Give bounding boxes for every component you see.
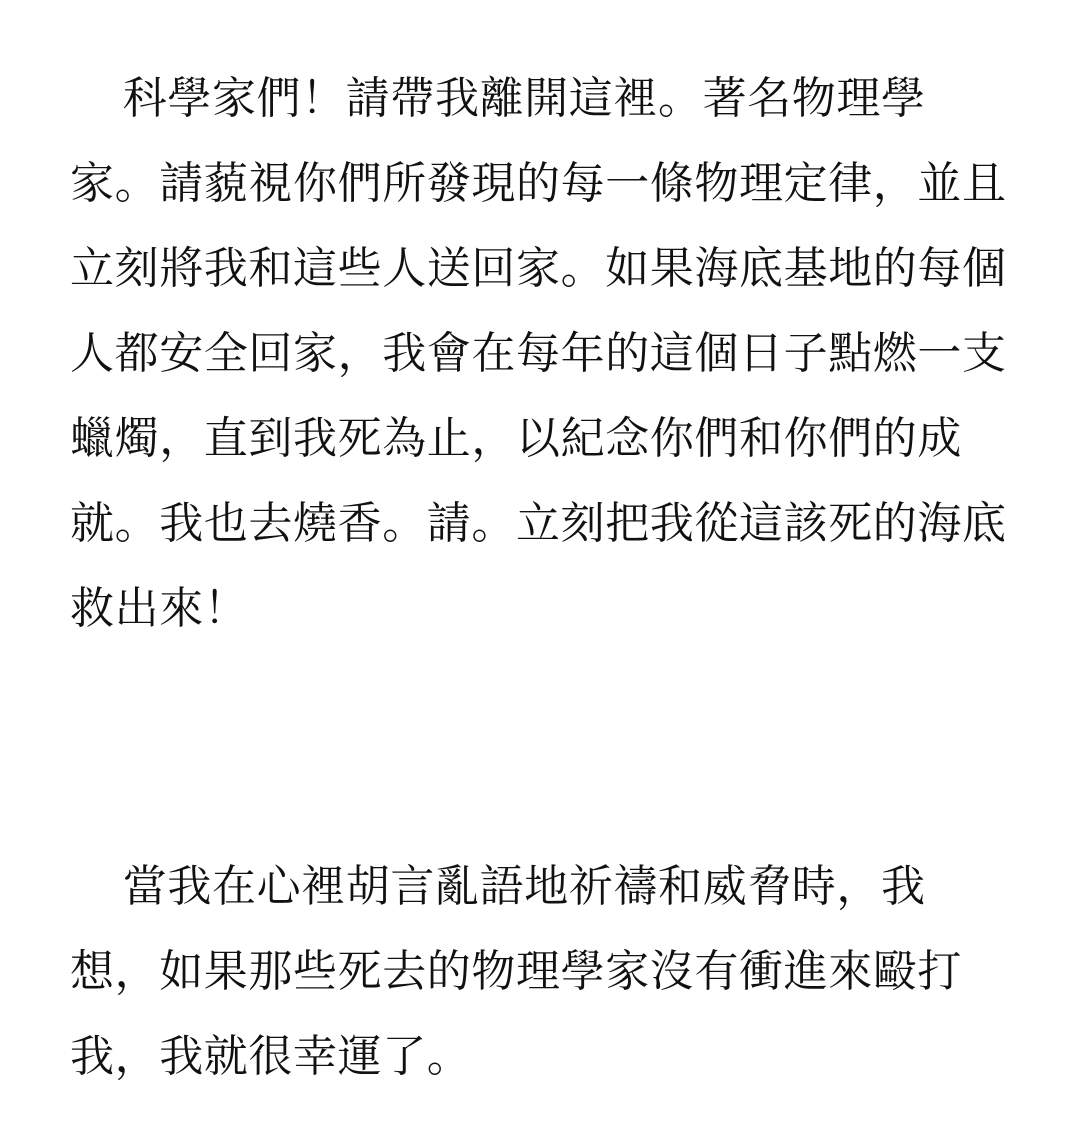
paragraph-1: 科學家們！請帶我離開這裡。著名物理學家。請藐視你們所發現的每一條物理定律，並且立刻將我和這些人送回家。如果海底基地的每個人都安全回家，我會在每年的這個日子點燃一支蠟燭，直到我死為止，以紀念你們和你們的成就。我也去燒香。請。立刻把我從這該死的海底救出來！ bbox=[70, 73, 1007, 634]
paragraph-2: 當我在心裡胡言亂語地祈禱和威脅時，我想，如果那些死去的物理學家沒有衝進來毆打我，我就很幸運了。 bbox=[70, 861, 962, 1082]
